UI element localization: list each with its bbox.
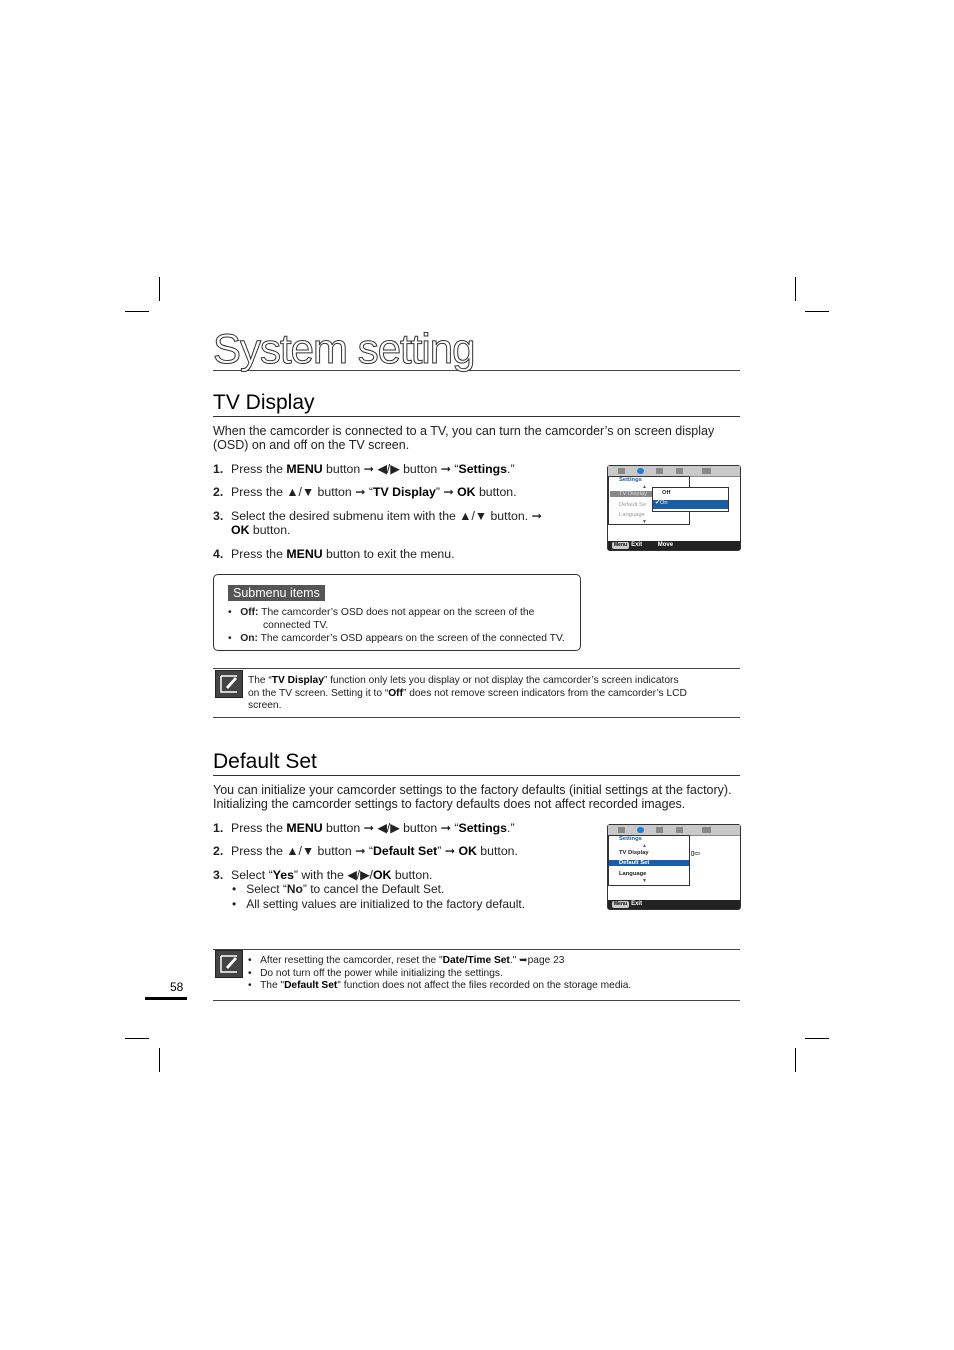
menu-button[interactable]: Menu [614,542,628,548]
submenu-items-box [213,574,581,651]
menu-item-language[interactable]: Language [619,871,647,877]
tv-step-4: 4. Press the MENU button to exit the menu. [213,547,455,561]
menu-item-default-set[interactable]: Default Se [619,502,647,508]
menu-item-tv-display[interactable]: TV Display [619,850,649,856]
default-set-heading: Default Set [213,750,740,776]
option-popup [652,487,729,512]
screen-bottom-bar: Menu Exit Move [608,541,740,550]
ds-step-3: 3. Select “Yes” with the ◀/▶/OK button. [213,868,433,882]
settings-icon [637,468,644,474]
menu-title: Settings [619,836,642,842]
submenu-item-on: • On: The camcorder’s OSD appears on the screen of the connected TV. [228,633,565,644]
page-number: 58 [170,980,184,994]
crop-mark [805,311,829,312]
crop-mark [125,1038,149,1039]
option-on: On [659,500,668,506]
default-set-notes: • After resetting the camcorder, reset the "Date/Time Set." ➥page 23 • Do not turn off the power while initializing the settings. • The "Default Set" function does not affect the files recorded on the storage media. [248,955,632,992]
tv-step-3: 3. Select the desired submenu item with the ▲/▼ button. ➞ OK button. [213,509,542,537]
tv-display-screen [607,465,741,551]
settings-menu-list: Settings ▲ TV Display Default Se Language ▼ [608,476,690,525]
tv-step-1: 1. Press the MENU button ➞ ◀/▶ button ➞ “Settings.” [213,462,515,476]
crop-mark [159,1048,160,1072]
crop-mark [795,277,796,301]
tv-step-2: 2. Press the ▲/▼ button ➞ “TV Display” ➞ OK button. [213,485,517,499]
menu-item-language[interactable]: Language [619,512,645,518]
option-off[interactable]: Off [662,490,671,496]
note-icon [215,950,243,978]
ds-step-2: 2. Press the ▲/▼ button ➞ “Default Set” ➞ OK button. [213,844,518,858]
default-set-intro: You can initialize your camcorder settings to the factory defaults (initial settings at the factory). Initializing the camcorder settings to factory defaults does not affect recorded images. [213,783,732,811]
tv-display-note: The “TV Display” function only lets you display or not display the camcorder’s screen indicators on the TV screen. Setting it to “Off” does not remove screen indicators from the camcorder’s LCD screen. [248,675,687,712]
crop-mark [805,1038,829,1039]
ds-bullet: • Select “No” to cancel the Default Set. [232,882,445,896]
crop-mark [159,277,160,301]
chapter-title-text: System setting [213,325,475,372]
tv-display-intro: When the camcorder is connected to a TV, you can turn the camcorder’s on screen display (OSD) on and off on the TV screen. [213,424,715,452]
submenu-title: Submenu items [228,585,325,601]
menu-button[interactable]: Menu [614,901,628,907]
chapter-title [213,325,740,372]
settings-icon [637,827,644,833]
note-divider [213,949,740,950]
submenu-item-off: • Off: The camcorder’s OSD does not appear on the screen of the connected TV. [228,607,535,631]
note-divider [213,717,740,718]
option-on-row[interactable]: ✔On [653,500,728,509]
note-icon [215,670,243,698]
ds-step-1: 1. Press the MENU button ➞ ◀/▶ button ➞ “Settings.” [213,821,515,835]
screen-bottom-bar: Menu Exit [608,900,740,909]
menu-item-default-set[interactable]: Default Set [609,860,689,866]
menu-item-tv-display[interactable]: TV Display [610,491,663,497]
crop-mark [795,1048,796,1072]
menu-title: Settings [619,477,642,483]
settings-menu-list: Settings ▲ TV Display Default Set Language ▼ [608,835,690,886]
ds-bullet: • All setting values are initialized to the factory default. [232,897,526,911]
tv-icon: ▯▭ [691,851,700,857]
crop-mark [125,311,149,312]
default-set-screen [607,824,741,910]
note-divider [213,668,740,669]
note-divider [213,1000,740,1001]
tv-display-heading: TV Display [213,391,740,417]
page-number-bar [145,997,187,1000]
